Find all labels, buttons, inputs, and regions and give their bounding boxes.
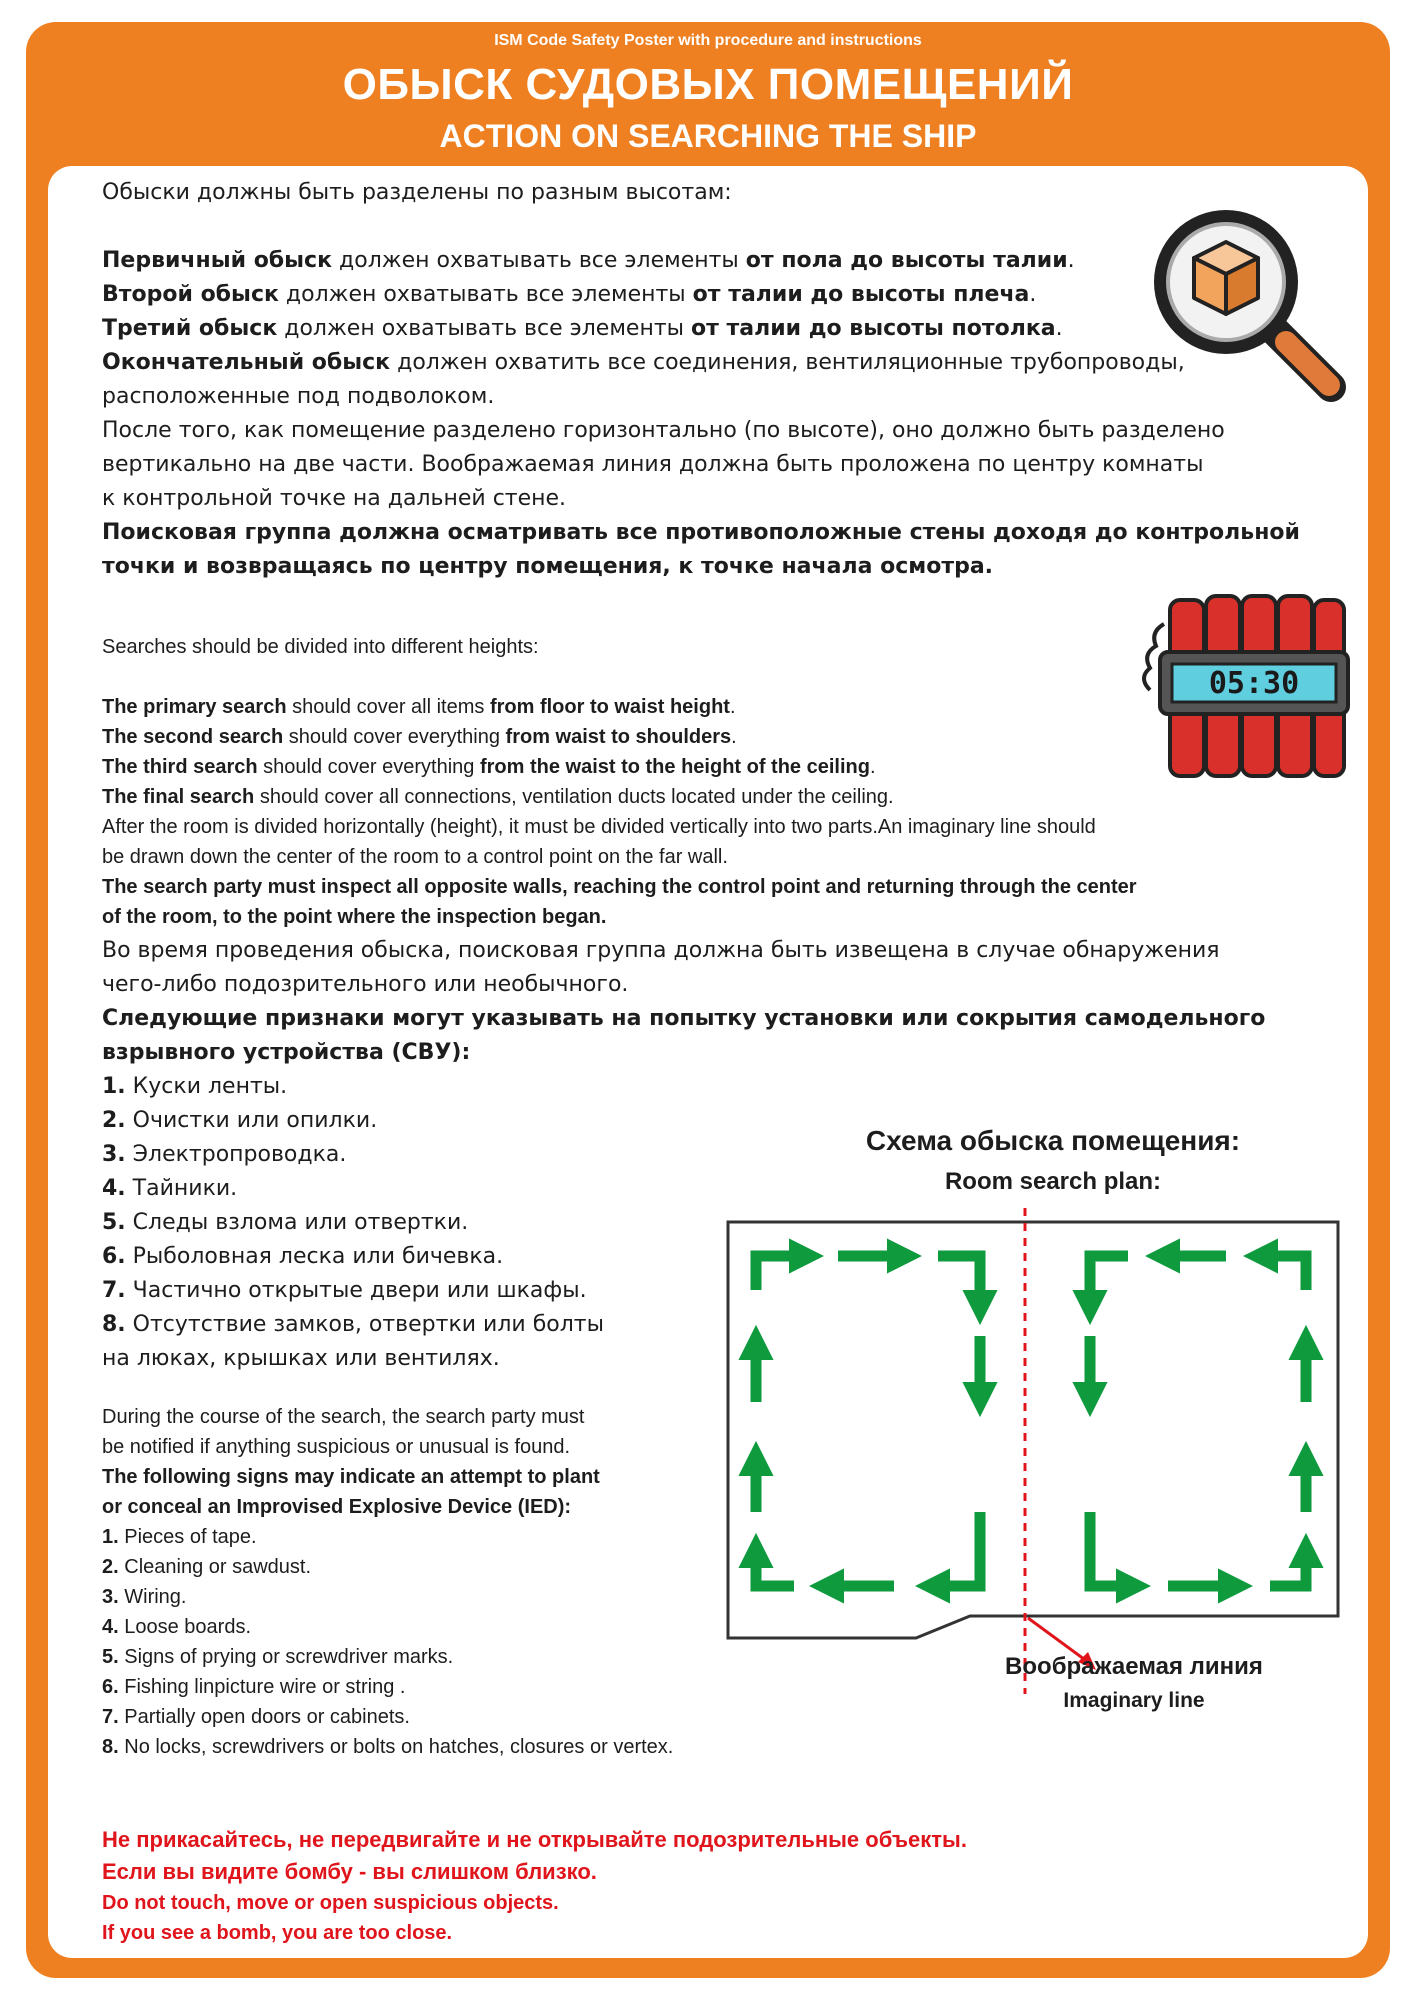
- en-line-3: The third search should cover everything from the waist to the height of the ceiling.: [102, 756, 876, 778]
- ru-signs-heading-2: взрывного устройства (СВУ):: [102, 1040, 471, 1065]
- list-item: 2. Cleaning or sawdust.: [102, 1556, 312, 1578]
- poster-subtitle: ISM Code Safety Poster with procedure and instructions: [494, 32, 922, 49]
- imaginary-line-label: [984, 1650, 1284, 1718]
- warning-en-2: If you see a bomb, you are too close.: [102, 1922, 453, 1944]
- room-outline: [728, 1222, 1338, 1638]
- time-bomb-icon: [1142, 586, 1352, 786]
- list-item: 7. Частично открытые двери или шкафы.: [102, 1278, 587, 1303]
- ru-line-7: вертикально на две части. Воображаемая линия должна быть проложена по центру комнаты: [102, 452, 1204, 477]
- ru-instructions: [102, 176, 1300, 584]
- en-line-4: The final search should cover all connections, ventilation ducts located under the ceiling.: [102, 786, 894, 808]
- list-item: 3. Электропроводка.: [102, 1142, 347, 1167]
- warning-en-1: Do not touch, move or open suspicious objects.: [102, 1892, 559, 1914]
- ru-line-1: Первичный обыск должен охватывать все элементы от пола до высоты талии.: [102, 248, 1075, 273]
- list-item-continued: на люках, крышках или вентилях.: [102, 1346, 500, 1371]
- en-intro: Searches should be divided into different heights:: [102, 636, 539, 658]
- en-line-2: The second search should cover everything from waist to shoulders.: [102, 726, 737, 748]
- poster-title-en: ACTION ON SEARCHING THE SHIP: [439, 118, 977, 154]
- en-signs-section: [102, 1402, 673, 1762]
- magnifier-box-icon: [1146, 202, 1346, 402]
- diagram-title-en: Room search plan:: [944, 1168, 1162, 1195]
- ru-line-2: Второй обыск должен охватывать все элементы от талии до высоты плеча.: [102, 282, 1037, 307]
- list-item: 8. Отсутствие замков, отвертки или болты: [102, 1312, 604, 1337]
- diagram-title-ru: Схема обыска помещения:: [865, 1125, 1241, 1156]
- ru-line-5: расположенные под подволоком.: [102, 384, 495, 409]
- list-item: 4. Loose boards.: [102, 1616, 252, 1638]
- en-line-5: After the room is divided horizontally (height), it must be divided vertically into two parts.An imaginary line should: [102, 816, 1096, 838]
- poster-frame: [26, 22, 1390, 1978]
- ru-intro: Обыски должны быть разделены по разным высотам:: [102, 180, 732, 205]
- en-line-6: be drawn down the center of the room to a control point on the far wall.: [102, 846, 728, 868]
- list-item: 8. No locks, screwdrivers or bolts on hatches, closures or vertex.: [102, 1736, 674, 1758]
- poster-title-ru: ОБЫСК СУДОВЫХ ПОМЕЩЕНИЙ: [342, 60, 1074, 109]
- ru-signs-heading-1: Следующие признаки могут указывать на попытку установки или сокрытия самодельного: [102, 1006, 1266, 1031]
- warning-ru-2: Если вы видите бомбу - вы слишком близко.: [102, 1859, 597, 1884]
- en-line-7: The search party must inspect all opposite walls, reaching the control point and returning through the center: [102, 876, 1137, 898]
- list-item: 3. Wiring.: [102, 1586, 187, 1608]
- imaginary-line-label-ru: Воображаемая линия: [1005, 1653, 1263, 1680]
- ru-notify-2: чего-либо подозрительного или необычного.: [102, 972, 629, 997]
- warning-ru-1: Не прикасайтесь, не передвигайте и не открывайте подозрительные объекты.: [102, 1827, 967, 1852]
- timer-display: 05:30: [1208, 666, 1300, 701]
- list-item: 7. Partially open doors or cabinets.: [102, 1706, 410, 1728]
- list-item: 6. Рыболовная леска или бичевка.: [102, 1244, 504, 1269]
- list-item: 2. Очистки или опилки.: [102, 1108, 378, 1133]
- list-item: 5. Следы взлома или отвертки.: [102, 1210, 469, 1235]
- ru-line-8: к контрольной точке на дальней стене.: [102, 486, 567, 511]
- en-notify-1: During the course of the search, the search party must: [102, 1406, 585, 1428]
- content-card: [48, 166, 1368, 1958]
- ru-line-10: точки и возвращаясь по центру помещения, к точке начала осмотра.: [102, 554, 994, 579]
- room-search-diagram: [718, 1114, 1368, 1694]
- en-line-1: The primary search should cover all items from floor to waist height.: [102, 696, 736, 718]
- list-item: 1. Pieces of tape.: [102, 1526, 257, 1548]
- ru-line-4: Окончательный обыск должен охватить все соединения, вентиляционные трубопроводы,: [102, 350, 1185, 375]
- en-notify-2: be notified if anything suspicious or unusual is found.: [102, 1436, 571, 1458]
- imaginary-line-label-en: Imaginary line: [1063, 1689, 1205, 1712]
- warning-block: [102, 1824, 967, 1948]
- en-signs-list: [102, 1522, 673, 1762]
- ru-line-3: Третий обыск должен охватывать все элементы от талии до высоты потолка.: [102, 316, 1063, 341]
- list-item: 5. Signs of prying or screwdriver marks.: [102, 1646, 454, 1668]
- en-instructions: [102, 632, 1137, 932]
- en-line-8: of the room, to the point where the inspection began.: [102, 906, 607, 928]
- list-item: 1. Куски ленты.: [102, 1074, 288, 1099]
- list-item: 6. Fishing linpicture wire or string .: [102, 1676, 406, 1698]
- en-signs-heading-2: or conceal an Improvised Explosive Device (IED):: [102, 1496, 572, 1518]
- ru-line-9: Поисковая группа должна осматривать все противоположные стены доходя до контрольной: [102, 520, 1300, 545]
- en-signs-heading-1: The following signs may indicate an attempt to plant: [102, 1466, 600, 1488]
- search-route-arrows: [756, 1256, 1306, 1586]
- ru-line-6: После того, как помещение разделено горизонтально (по высоте), оно должно быть разделено: [102, 418, 1225, 443]
- list-item: 4. Тайники.: [102, 1176, 238, 1201]
- ru-notify-1: Во время проведения обыска, поисковая группа должна быть извещена в случае обнаружения: [102, 938, 1220, 963]
